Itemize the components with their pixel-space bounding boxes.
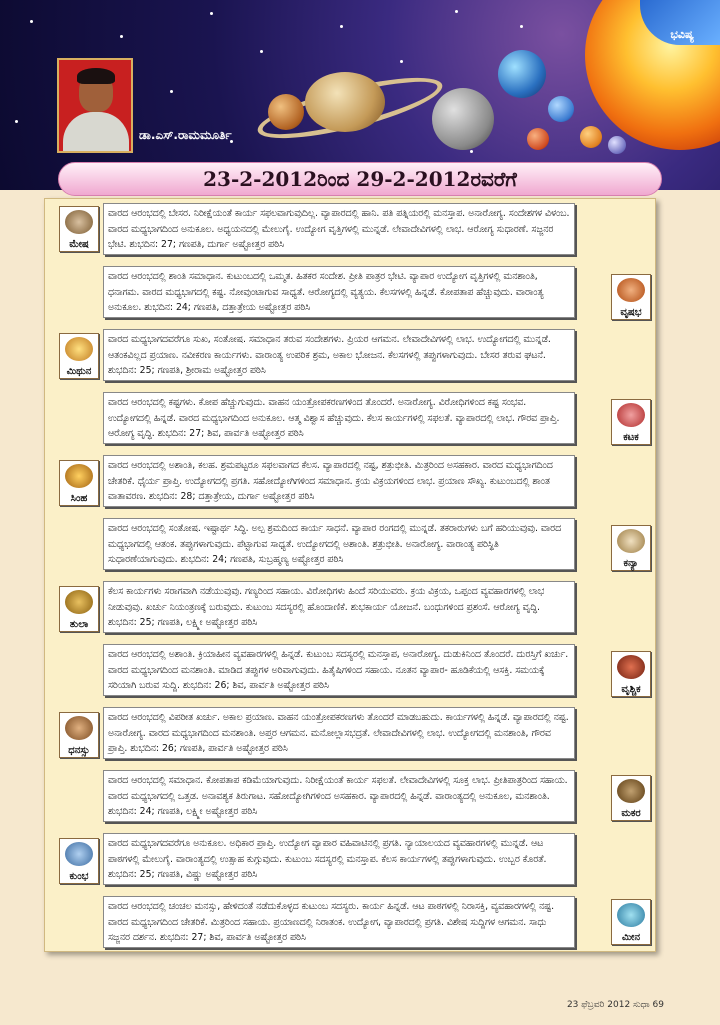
horoscope-entry: ವಾರದ ಮಧ್ಯಭಾಗದವರೆಗೂ ಅನುಕೂಲ. ಅಧಿಕಾರ ಪ್ರಾಪ್ತಿ. ಉದ್ಯೋಗ ವ್ಯಾಪಾರ ವಹಿವಾಟಿನಲ್ಲಿ ಪ್ರಗತಿ. ನ್ಯಾಯಾಲಯದ ವ್ಯವಹಾರಗಳಲ್ಲಿ ಮುನ್ನಡೆ. ಆಟ ಪಾಠಗಳಲ್ಲಿ ಮೇಲುಗೈ. ವಾರಾಂತ್ಯದಲ್ಲಿ ಉತ್ಸಾಹ ಕುಗ್ಗುವುದು. ಕುಟುಂಬ ಸದಸ್ಯರಲ್ಲಿ ಮನಸ್ತಾಪ. ಕೆಲಸ ಕಾರ್ಯಗಳಲ್ಲಿ ತಪ್ಪುಗಳಾಗುವುದು. ಉಬ್ಬರ ಕೊರತೆ. ಶುಭದಿನ: 25; ಗಣಪತಿ, ವಿಷ್ಣು ಅಷ್ಟೋತ್ತರ ಪಠಿಸಿ (103, 833, 575, 885)
libra-icon: ತುಲಾ (59, 586, 99, 632)
moon-graphic (432, 88, 494, 150)
horoscope-entry: ವಾರದ ಆರಂಭದಲ್ಲಿ ವಿಪರೀತ ಖರ್ಚು. ಅಕಾಲ ಪ್ರಯಾಣ. ವಾಹನ ಯಂತ್ರೋಪಕರಣಗಳು ತೊಂದರೆ ಮಾಡಬಹುದು. ಕಾರ್ಯಗಳಲ್ಲಿ ಹಿನ್ನಡೆ. ವ್ಯಾಪಾರದಲ್ಲಿ ನಷ್ಟ. ಅನಾರೋಗ್ಯ. ವಾರದ ಮಧ್ಯಭಾಗದಿಂದ ಮನಶಾಂತಿ. ಅಪ್ತರ ಆಗಮನ. ಮನೋಲ್ಲಾಸಭದ್ರತೆ. ಲೇವಾದೇವಿಗಳಲ್ಲಿ ಲಾಭ. ಉದ್ಯೋಗದಲ್ಲಿ ಮನಶಾಂತಿ, ಗೌರವ ಪ್ರಾಪ್ತಿ. ಶುಭದಿನ: 26; ಗಣಪತಿ, ಪಾರ್ವತಿ ಅಷ್ಟೋತ್ತರ ಪಠಿಸಿ (103, 707, 575, 759)
aquarius-icon: ಕುಂಭ (59, 838, 99, 884)
horoscope-entry: ವಾರದ ಆರಂಭದಲ್ಲಿ ಕಷ್ಟಗಳು. ಕೋಪ ಹೆಚ್ಚುಗುವುದು. ವಾಹನ ಯಂತ್ರೋಪಕರಣಗಳಿಂದ ತೊಂದರೆ. ಅನಾರೋಗ್ಯ. ವಿರೋಧಿಗಳಿಂದ ಕಷ್ಟ ಸಂಭವ. ಉದ್ಯೋಗದಲ್ಲಿ ಹಿನ್ನಡೆ. ವಾರದ ಮಧ್ಯಭಾಗದಿಂದ ಅನುಕೂಲ. ಆತ್ಮ ವಿಶ್ವಾಸ ಹೆಚ್ಚುವುದು. ಕೆಲಸ ಕಾರ್ಯಗಳಲ್ಲಿ ಸಫಲತೆ. ವ್ಯಾಪಾರದಲ್ಲಿ ಲಾಭ. ಗೌರವ ಪ್ರಾಪ್ತಿ. ಆರೋಗ್ಯ ವೃದ್ಧಿ. ಶುಭದಿನ: 27; ಶಿವ, ಪಾರ್ವತಿ ಅಷ್ಟೋತ್ತರ ಪಠಿಸಿ (103, 392, 575, 444)
horoscope-entry: ವಾರದ ಮಧ್ಯಭಾಗದವರೆಗೂ ಸುಖ, ಸಂತೋಷ. ಸಮಾಧಾನ ತರುವ ಸಂದೇಶಗಳು. ಪ್ರಿಯರ ಆಗಮನ. ಲೇವಾದೇವಿಗಳಲ್ಲಿ ಲಾಭ. ಉದ್ಯೋಗದಲ್ಲಿ ಮುನ್ನಡೆ. ಆತಂಕವಿಲ್ಲದ ಪ್ರಯಾಣ. ನವೀಕರಣ ಕಾರ್ಯಗಳು. ವಾರಾಂತ್ಯ ಉಪರಿಕ ಶ್ರಮ, ಅಕಾಲ ಭೋಜನ. ಕೆಲಸಗಳಲ್ಲಿ ತಪ್ಪುಗಳಾಗುವುದು. ಬೇಸರ ತರುವ ಘಟನೆ. ಶುಭದಿನ: 25; ಗಣಪತಿ, ಶ್ರೀರಾಮ ಅಷ್ಟೋತ್ತರ ಪಠಿಸಿ (103, 329, 575, 381)
horoscope-entry: ವಾರದ ಆರಂಭದಲ್ಲಿ ಸಂತೋಷ. ಇಷ್ಟಾರ್ಥ ಸಿದ್ಧಿ. ಅಲ್ಪ ಶ್ರಮದಿಂದ ಕಾರ್ಯ ಸಾಧನೆ. ವ್ಯಾಪಾರ ರಂಗದಲ್ಲಿ ಮುನ್ನಡೆ. ತಕರಾರುಗಳು ಬಗೆ ಹರಿಯುವುವು. ವಾರದ ಮಧ್ಯಭಾಗದಲ್ಲಿ ಆತಂಕ. ತಪ್ಪುಗಳಾಗುವುದು. ಪೆಟ್ಟಾಗುವ ಸಾಧ್ಯತೆ. ಉದ್ಯೋಗದಲ್ಲಿ ಅಶಾಂತಿ. ಶತ್ರುಭೀತಿ. ಅನಾರೋಗ್ಯ. ವಾರಾಂತ್ಯ ಪರಿಸ್ಥಿತಿ ಸುಧಾರಣೆಯಾಗುವುದು. ಶುಭದಿನ: 24; ಗಣಪತಿ, ಸುಬ್ರಹ್ಮಣ್ಯ ಅಷ್ಟೋತ್ತರ ಪಠಿಸಿ (103, 518, 575, 570)
gemini-icon: ಮಿಥುನ (59, 333, 99, 379)
horoscope-entry: ವಾರದ ಆರಂಭದಲ್ಲಿ ಅಶಾಂತಿ. ಕ್ರಿಯಾಹೀನ ವ್ಯವಹಾರಗಳಲ್ಲಿ ಹಿನ್ನಡೆ. ಕುಟುಂಬ ಸದಸ್ಯರಲ್ಲಿ ಮನಸ್ತಾಪ, ಅನಾರೋಗ್ಯ. ದುಡುಕಿನಿಂದ ತೊಂದರೆ. ದುರಸ್ತಿಗೆ ಖರ್ಚು. ವಾರದ ಮಧ್ಯಭಾಗದಿಂದ ಮನಶಾಂತಿ. ಮಾಡಿದ ತಪ್ಪುಗಳ ಅರಿವಾಗುವುದು. ಹಿತೈಷಿಗಳಿಂದ ಸಹಾಯ. ನೂತನ ವ್ಯಾಪಾರ- ಹೂಡಿಕೆಯಲ್ಲಿ ಆಸಕ್ತಿ. ಸಮಯಕ್ಕೆ ಸರಿಯಾಗಿ ಬರುವ ಸುದ್ದಿ. ಶುಭದಿನ: 26; ಶಿವ, ಪಾರ್ವತಿ ಅಷ್ಟೋತ್ತರ ಪಠಿಸಿ (103, 644, 575, 696)
horoscope-entry: ವಾರದ ಆರಂಭದಲ್ಲಿ ಸಮಾಧಾನ. ಕೋಪತಾಪ ಕಡಿಮೆಯಾಗುವುದು. ನಿರೀಕ್ಷೆಯಂತೆ ಕಾರ್ಯ ಸಫಲತೆ. ಲೇವಾದೇವಿಗಳಲ್ಲಿ ಸೂಕ್ತ ಲಾಭ. ಪ್ರೀತಿಪಾತ್ರರಿಂದ ಸಹಾಯ. ವಾರದ ಮಧ್ಯಭಾಗದಲ್ಲಿ ಒತ್ತಡ. ಅನಾವಶ್ಯಕ ತಿರುಗಾಟ. ಸಹೋದ್ಯೋಗಿಗಳಿಂದ ಅಸಹಕಾರ. ವ್ಯಾಪಾರದಲ್ಲಿ ಹಿನ್ನಡೆ. ವಾರಾಂತ್ಯದಲ್ಲಿ ಅನುಕೂಲ, ಮನಶಾಂತಿ. ಶುಭದಿನ: 24; ಗಣಪತಿ, ಲಕ್ಷ್ಮೀ ಅಷ್ಟೋತ್ತರ ಪಠಿಸಿ (103, 770, 575, 822)
section-badge: ಭವಿಷ್ಯ (640, 0, 720, 45)
sagittarius-icon: ಧನಸ್ಸು (59, 712, 99, 758)
planet-graphic (548, 96, 574, 122)
planet-graphic (527, 128, 549, 150)
author-name: ಡಾ.ಎಸ್.ರಾಮಮೂರ್ತಿ (139, 128, 232, 142)
page-footer: 23 ಫೆಬ್ರವರಿ 2012 ಸುಧಾ 69 (566, 1000, 664, 1010)
scorpio-icon: ವೃಶ್ಚಿಕ (611, 651, 651, 697)
horoscope-entry: ವಾರದ ಆರಂಭದಲ್ಲಿ ಅಶಾಂತಿ, ಕಲಹ. ಶ್ರಮಪಟ್ಟರೂ ಸಫಲವಾಗದ ಕೆಲಸ. ವ್ಯಾಪಾರದಲ್ಲಿ ನಷ್ಟ, ಶತ್ರುಭೀತಿ. ಮಿತ್ರರಿಂದ ಅಸಹಕಾರ. ವಾರದ ಮಧ್ಯಭಾಗದಿಂದ ಚೇತರಿಕೆ. ಧೈರ್ಯ ಪ್ರಾಪ್ತಿ. ಉದ್ಯೋಗದಲ್ಲಿ ಪ್ರಗತಿ. ಸಹೋದ್ಯೋಗಿಗಳಿಂದ ಸಮಾಧಾನ. ಕ್ರಯ ವಿಕ್ರಯಗಳಿಂದ ಲಾಭ. ಪ್ರಯಾಣ ಸೌಖ್ಯ. ಕುಟುಂಬದಲ್ಲಿ ಶಾಂತ ವಾತಾವರಣ. ಶುಭದಿನ: 28; ದತ್ತಾತ್ರೇಯ, ದುರ್ಗಾ ಅಷ್ಟೋತ್ತರ ಪಠಿಸಿ (103, 455, 575, 507)
planet-graphic (580, 126, 602, 148)
horoscope-entry: ವಾರದ ಆರಂಭದಲ್ಲಿ ಬೇಸರ. ನಿರೀಕ್ಷೆಯಂತೆ ಕಾರ್ಯ ಸಫಲವಾಗುವುದಿಲ್ಲ. ವ್ಯಾಪಾರದಲ್ಲಿ ಹಾನಿ. ಪತಿ ಪತ್ನಿಯರಲ್ಲಿ ಮನಸ್ತಾಪ. ಅನಾರೋಗ್ಯ. ಸಂದೇಶಗಳ ವಿಳಂಬ. ವಾರದ ಮಧ್ಯಭಾಗದಿಂದ ಅನುಕೂಲ. ಅಧ್ಯಯನದಲ್ಲಿ ಮೇಲುಗೈ. ಉದ್ಯೋಗ ವೃತ್ತಿಗಳಲ್ಲಿ ಮುನ್ನಡೆ. ಲೇವಾದೇವಿಗಳಲ್ಲಿ ಲಾಭ. ಆರೋಗ್ಯ ಸುಧಾರಣೆ. ಸಜ್ಜನರ ಭೇಟಿ. ಶುಭದಿನ: 27; ಗಣಪತಿ, ದುರ್ಗಾ ಅಷ್ಟೋತ್ತರ ಪಠಿಸಿ (103, 203, 575, 255)
page-title: 23-2-2012ರಿಂದ 29-2-2012ರವರೆಗೆ (203, 167, 517, 191)
author-photo (57, 58, 133, 153)
horoscope-entry: ವಾರದ ಆರಂಭದಲ್ಲಿ ಶಾಂತಿ ಸಮಾಧಾನ. ಕುಟುಂಬದಲ್ಲಿ ಒಮ್ಮತ. ಹಿತಕರ ಸಂದೇಶ. ಪ್ರೀತಿ ಪಾತ್ರರ ಭೇಟಿ. ವ್ಯಾಪಾರ ಉದ್ಯೋಗ ವೃತ್ತಿಗಳಲ್ಲಿ ಮನಶಾಂತಿ, ಧನಾಗಮ. ವಾರದ ಮಧ್ಯಭಾಗದಲ್ಲಿ ಕಷ್ಟ. ನೋವುಂಟಾಗುವ ಸಾಧ್ಯತೆ. ಆರೋಗ್ಯದಲ್ಲಿ ವ್ಯತ್ಯಯ. ಕೆಲಸಗಳಲ್ಲಿ ಹಿನ್ನಡೆ. ಕೋಪತಾಪ ಹೆಚ್ಚುವುದು. ವಾರಾಂತ್ಯ ಅನುಕೂಲ. ಶುಭದಿನ: 24; ಗಣಪತಿ, ದತ್ತಾತ್ರೇಯ ಅಷ್ಟೋತ್ತರ ಪಠಿಸಿ (103, 266, 575, 318)
horoscope-entry: ಕೆಲಸ ಕಾರ್ಯಗಳು ಸರಾಗವಾಗಿ ನಡೆಯುವುವು. ಗಣ್ಯರಿಂದ ಸಹಾಯ. ವಿರೋಧಿಗಳು ಹಿಂದೆ ಸರಿಯುವರು. ಕ್ರಯ ವಿಕ್ರಯ, ಒಪ್ಪಂದ ವ್ಯವಹಾರಗಳಲ್ಲಿ ಲಾಭ ನೀಡುವುವು. ಖರ್ಚು ನಿಯಂತ್ರಣಕ್ಕೆ ಬರುವುದು. ಕುಟುಂಬ ಸದಸ್ಯರಲ್ಲಿ ಹೊಂದಾಣಿಕೆ. ಶುಭಕಾರ್ಯ ಯೋಜನೆ. ಬಂಧುಗಳಿಂದ ಪ್ರಶಂಸೆ. ಆರೋಗ್ಯ ವೃದ್ಧಿ. ಶುಭದಿನ: 25; ಗಣಪತಿ, ಲಕ್ಷ್ಮೀ ಅಷ್ಟೋತ್ತರ ಪಠಿಸಿ (103, 581, 575, 633)
saturn-graphic (305, 72, 385, 132)
capricorn-icon: ಮಕರ (611, 775, 651, 821)
virgo-icon: ಕನ್ಯಾ (611, 525, 651, 571)
planet-graphic (268, 94, 304, 130)
title-bar (58, 162, 662, 196)
planet-graphic (608, 136, 626, 154)
horoscope-entry: ವಾರದ ಆರಂಭದಲ್ಲಿ ಚಂಚಲ ಮನಸ್ಸು, ಹೇಳಿದಂತೆ ನಡೆದುಕೊಳ್ಳದ ಕುಟುಂಬ ಸದಸ್ಯರು. ಕಾರ್ಯ ಹಿನ್ನಡೆ. ಆಟ ಪಾಠಗಳಲ್ಲಿ ನಿರಾಸಕ್ತಿ, ವ್ಯವಹಾರಗಳಲ್ಲಿ ನಷ್ಟ. ವಾರದ ಮಧ್ಯಭಾಗದಿಂದ ಚೇತರಿಕೆ. ಮಿತ್ರರಿಂದ ಸಹಾಯ. ಪ್ರಯಾಣದಲ್ಲಿ ನಿರಾತಂಕ. ಉದ್ಯೋಗ, ವ್ಯಾಪಾರದಲ್ಲಿ ಪ್ರಗತಿ. ವಿಶೇಷ ಸುದ್ದಿಗಳ ಆಗಮನ. ಸಾಧು ಸಜ್ಜನರ ದರ್ಶನ. ಶುಭದಿನ: 27; ಶಿವ, ಪಾರ್ವತಿ ಅಷ್ಟೋತ್ತರ ಪಠಿಸಿ (103, 896, 575, 948)
earth-graphic (498, 50, 546, 98)
taurus-icon: ವೃಷಭ (611, 274, 651, 320)
pisces-icon: ಮೀನ (611, 899, 651, 945)
leo-icon: ಸಿಂಹ (59, 460, 99, 506)
aries-icon: ಮೇಷ (59, 206, 99, 252)
cancer-icon: ಕಟಕ (611, 399, 651, 445)
